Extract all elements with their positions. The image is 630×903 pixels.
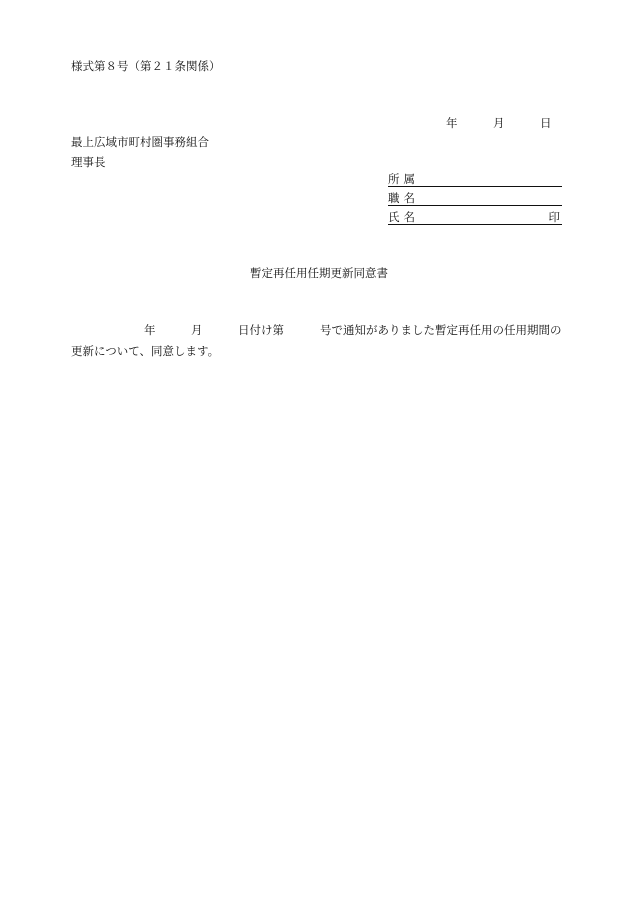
date-day-label: 日	[540, 116, 552, 130]
affiliation-label: 所属	[388, 172, 419, 186]
body-line-1	[71, 323, 571, 337]
body-line-2: 更新について、同意します。	[71, 344, 220, 358]
seal-mark: 印	[548, 210, 560, 224]
body-year-label: 年	[144, 323, 156, 337]
name-label: 氏名	[388, 210, 419, 224]
body-month-label: 月	[191, 323, 203, 337]
name-field	[388, 210, 562, 225]
recipient-organization: 最上広域市町村圏事務組合	[71, 135, 209, 149]
date-month-label: 月	[493, 116, 505, 130]
position-label: 職名	[388, 191, 419, 205]
body-date-label: 日付け第	[238, 323, 284, 337]
position-field	[388, 191, 562, 206]
form-number: 様式第８号（第２１条関係）	[71, 59, 221, 73]
recipient-title: 理事長	[71, 155, 106, 169]
body-number-text: 号で通知がありました暫定再任用の任用期間の	[320, 323, 562, 337]
date-year-label: 年	[446, 116, 458, 130]
affiliation-field	[388, 172, 562, 187]
document-title: 暫定再任用任期更新同意書	[250, 266, 388, 280]
